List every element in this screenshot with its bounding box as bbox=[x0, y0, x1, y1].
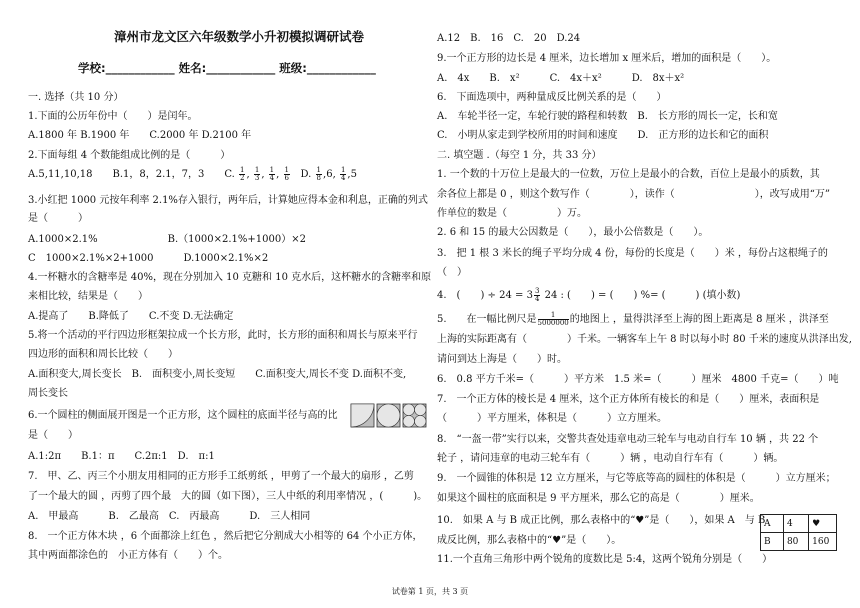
question-3-cont: 是（ ） bbox=[28, 213, 88, 224]
proportion-table bbox=[760, 514, 837, 551]
question-5: 5.将一个活动的平行四边形框架拉成一个长方形，此时，长方形的面积和周长与原来平行 bbox=[28, 330, 418, 341]
question-6b: 6. 下面选项中，两种量成反比例关系的是（ ） bbox=[437, 92, 667, 103]
question-6-options: A.1:2π B.1：π C.2π:1 D. π:1 bbox=[28, 451, 215, 462]
fraction: $\frac{1}{2}$ bbox=[240, 166, 245, 182]
fill-8-cont: 轮子 ，请问违章的电动三轮车有（ ）辆 ，电动自行车有（ ）辆。 bbox=[437, 453, 784, 464]
question-6: 6.一个圆柱的侧面展开图是一个正方形，这个圆柱的底面半径与高的比 bbox=[28, 410, 338, 421]
question-6b-options-cd: C. 小明从家走到学校所用的时间和速度 D. 正方形的边长和它的面积 bbox=[437, 130, 769, 141]
question-7-cont: 了一个最大的圆 ，丙剪了四个最 大的圆（如下图），三人中纸的利用率情况 ，( )。 bbox=[28, 491, 428, 502]
question-1: 1.下面的公历年份中（ ）是闰年。 bbox=[28, 111, 198, 122]
circle-square bbox=[377, 404, 400, 427]
fraction: $\frac{1}{3}$ bbox=[254, 166, 260, 182]
class-blank[interactable]: ____________ bbox=[306, 61, 376, 75]
fill-4: 4. ( ) ÷ 24 = 3 $\frac{3}{4}$ 24 : ( ) = ( ) %= ( ) (填小数) bbox=[437, 287, 741, 303]
fill-2: 2. 6 和 15 的最大公因数是（ ），最小公倍数是（ ）。 bbox=[437, 227, 709, 238]
question-2: 2.下面每组 4 个数能组成比例的是（ ） bbox=[28, 150, 231, 161]
question-7: 7. 甲、乙、丙三个小朋友用相同的正方形手工纸剪纸 ，甲剪了一个最大的扇形 ，乙剪 bbox=[28, 471, 414, 482]
name-label: 姓名: bbox=[178, 61, 207, 75]
fill-10: 10. 如果 A 与 B 成正比例，那么表格中的“♥”是（ ），如果 A 与 B bbox=[437, 515, 766, 526]
school-blank[interactable]: ____________ bbox=[105, 61, 175, 75]
fill-1-cont: 余各位上都是 0 ，则这个数写作（ ），读作（ ），改写成用“万” bbox=[437, 189, 830, 200]
table-cell: A bbox=[761, 515, 784, 533]
question-4: 4.一杯糖水的含糖率是 40%，现在分别加入 10 克糖和 10 克水后，这杯糖水的含糖率和原 bbox=[28, 272, 432, 283]
table-row bbox=[761, 533, 837, 551]
scale-fraction: $\frac{1}{5000000}$ bbox=[537, 311, 569, 327]
school-label: 学校: bbox=[78, 61, 106, 75]
fill-7: 7. 一个正方体的棱长是 4 厘米，这个正方体所有棱长的和是（ ）厘米，表面积是 bbox=[437, 394, 820, 405]
fraction: $\frac{3}{4}$ bbox=[534, 287, 540, 303]
fill-1-cont2: 作单位的数是（ ）万。 bbox=[437, 208, 587, 219]
fraction: $\frac{1}{6}$ bbox=[284, 166, 289, 182]
question-5-options-cont: 周长变长 bbox=[28, 388, 68, 399]
question-4-cont: 来相比较，结果是（ ） bbox=[28, 291, 148, 302]
question-2-options: A.5,11,10,18 B.1，8，2.1，7，3 C. $\frac{1}{2}$ , $\frac{1}{3}$ , $\frac{1}{4}$ , $\frac{1}{6}$ D. $\frac{1}{8}$ ,6, $\frac{1}{4}$ ,5 bbox=[28, 166, 357, 182]
fill-10-cont: 成反比例，那么表格中的“♥”是（ ）。 bbox=[437, 535, 622, 546]
question-3: 3.小红把 1000 元按年利率 2.1%存入银行，两年后，计算她应得本金和利息，正确的列式 bbox=[28, 195, 428, 206]
fraction: $\frac{1}{4}$ bbox=[340, 166, 346, 182]
fill-5-cont2: 请问到达上海是（ ）时。 bbox=[437, 354, 567, 365]
question-6-cont: 是（ ） bbox=[28, 430, 78, 441]
fill-1: 1. 一个数的十万位上是最大的一位数，万位上是最小的合数，百位上是最小的质数，其 bbox=[437, 169, 820, 180]
paper-cutting-figure bbox=[350, 403, 428, 429]
question-5-options: A.面积变大,周长变长 B. 面积变小,周长变短 C.面积变大,周长不变 D.面积不变, bbox=[28, 369, 407, 380]
section-fill-heading: 二. 填空题 .（每空 1 分，共 33 分） bbox=[437, 150, 602, 161]
class-label: 班级: bbox=[279, 61, 307, 75]
student-info-row bbox=[78, 62, 376, 75]
fill-9: 9. 一个圆锥的体积是 12 立方厘米，与它等底等高的圆柱的体积是（ ）立方厘米； bbox=[437, 473, 836, 484]
table-cell: 4 bbox=[783, 515, 808, 533]
fill-3: 3. 把 1 根 3 米长的绳子平均分成 4 份，每份的长度是（ ）米 ，每份占这根绳子的 bbox=[437, 248, 828, 259]
fill-11: 11.一个直角三角形中两个锐角的度数比是 5:4，这两个锐角分别是（ ） bbox=[437, 554, 773, 565]
question-8-cont: 其中两面都涂色的 小正方体有（ ）个。 bbox=[28, 550, 228, 561]
question-9: 9.一个正方形的边长是 4 厘米，边长增加 x 厘米后，增加的面积是（ ）。 bbox=[437, 53, 777, 64]
question-8-options: A.12 B. 16 C. 20 D.24 bbox=[437, 33, 581, 44]
table-row bbox=[761, 515, 837, 533]
fill-9-cont: 如果这个圆柱的底面积是 9 平方厘米，那么它的高是（ ）厘米。 bbox=[437, 493, 760, 504]
q2-options-abc: A.5,11,10,18 B.1，8，2.1，7，3 C. bbox=[28, 169, 235, 180]
question-3-options-ab: A.1000×2.1% B.（1000×2.1%+1000）×2 bbox=[28, 234, 306, 245]
question-3-options-cd: C 1000×2.1%×2+1000 D.1000×2.1%×2 bbox=[28, 253, 269, 264]
question-7-options: A. 甲最高 B. 乙最高 C. 丙最高 D. 三人相同 bbox=[28, 511, 311, 522]
section-choice-heading: 一. 选择（共 10 分） bbox=[28, 92, 124, 103]
fill-7-cont: （ ）平方厘米，体积是（ ）立方厘米。 bbox=[437, 413, 667, 424]
page-title: 漳州市龙文区六年级数学小升初模拟调研试卷 bbox=[114, 29, 365, 44]
table-cell: 80 bbox=[783, 533, 808, 551]
question-4-options: A.提高了 B.降低了 C.不变 D.无法确定 bbox=[28, 311, 234, 322]
question-1-options: A.1800 年 B.1900 年 C.2000 年 D.2100 年 bbox=[28, 130, 252, 141]
page-footer: 试卷第 1 页，共 3 页 bbox=[391, 587, 469, 596]
table-cell: 160 bbox=[809, 533, 837, 551]
fill-5: 5. 在一幅比例尺是 $\frac{1}{5000000}$ 的地图上 ，量得洪泽至上海的图上距离是 8 厘米 ，洪泽至 bbox=[437, 311, 829, 327]
fraction: $\frac{1}{8}$ bbox=[316, 166, 322, 182]
question-9-options: A. 4x B. x² C. 4x＋x² D. 8x＋x² bbox=[437, 73, 685, 84]
question-6b-options-ab: A. 车轮半径一定，车轮行驶的路程和转数 B. 长方形的周长一定，长和宽 bbox=[437, 111, 778, 122]
table-cell: ♥ bbox=[809, 515, 837, 533]
fan-shape-square bbox=[351, 404, 374, 427]
question-8: 8. 一个正方体木块 ，6 个面都涂上红色 ，然后把它分割成大小相等的 64 个小正方体， bbox=[28, 531, 423, 542]
name-blank[interactable]: ____________ bbox=[206, 61, 276, 75]
fill-3-cont: （ ） bbox=[437, 267, 467, 278]
four-circles-square bbox=[403, 404, 426, 427]
fill-8: 8. “一盔一带”实行以来，交警共查处违章电动三轮车与电动自行车 10 辆 ，共 22 个 bbox=[437, 434, 819, 445]
q2-option-d-label: D. bbox=[300, 169, 312, 180]
fill-5-cont: 上海的实际距离有（ ）千米。一辆客车上午 8 时以每小时 80 千米的速度从洪泽出发, bbox=[437, 334, 852, 345]
table-cell: B bbox=[761, 533, 784, 551]
fill-6: 6. 0.8 平方千米=（ ）平方米 1.5 米=（ ）厘米 4800 千克=（ ）吨 bbox=[437, 374, 839, 385]
question-5-cont: 四边形的面积和周长比较（ ） bbox=[28, 349, 178, 360]
fraction: $\frac{1}{4}$ bbox=[269, 166, 275, 182]
